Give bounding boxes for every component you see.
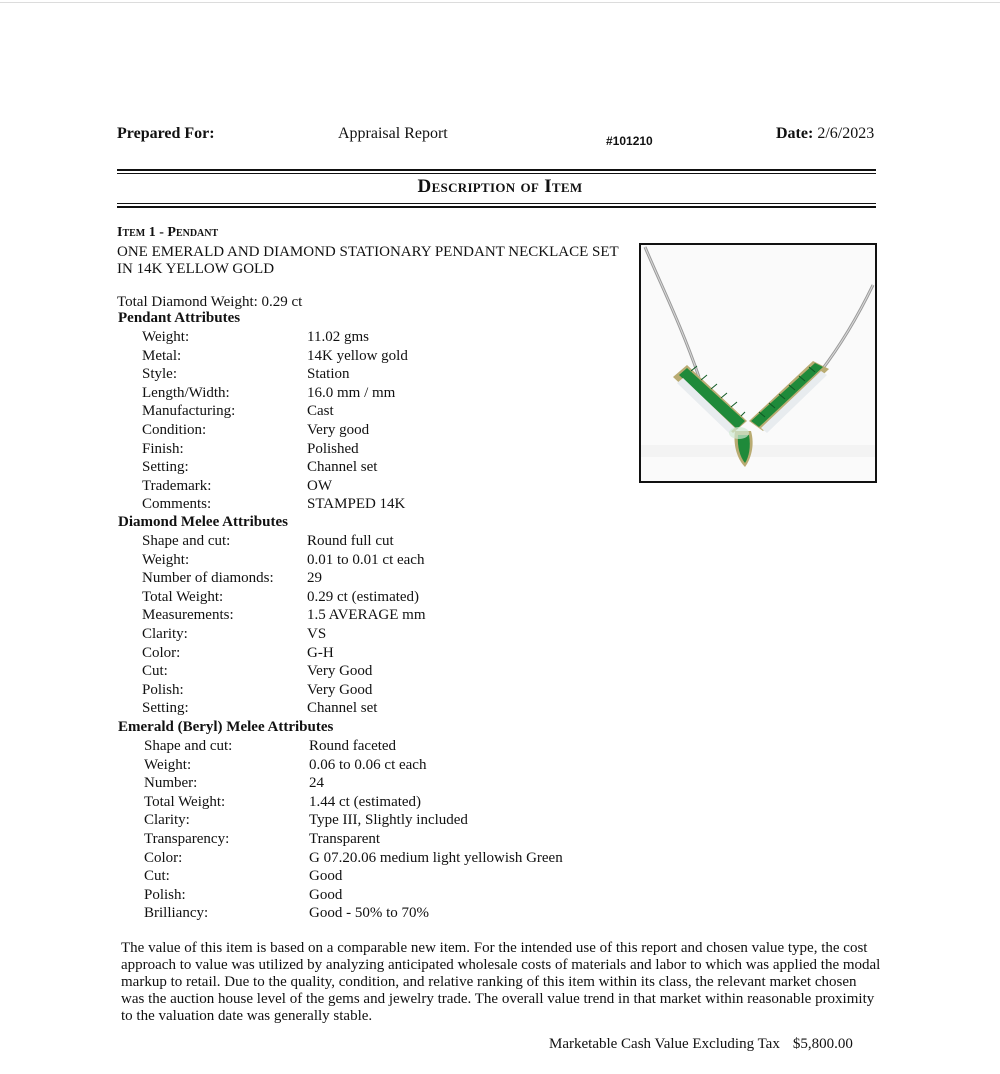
valuation-paragraph: The value of this item is based on a comparable new item. For the intended use of this report and chosen value type, the cost approach to value was utilized by analyzing anticipated wholesale costs of materials and labor to which was applied the modal markup to retail. Due to the quality, condition, and relative ranking of this item within its class, the relevant market chosen was the auction house level of the gems and jewelry trade. The overall value trend in that market within reasonable proximity to the valuation date was generally stable.	[121, 940, 881, 1024]
attribute-value: STAMPED 14K	[307, 496, 406, 513]
attribute-label: Weight:	[144, 756, 192, 773]
attribute-value: 1.44 ct (estimated)	[309, 793, 422, 810]
attribute-value: Very Good	[307, 663, 373, 680]
attribute-value: 0.06 to 0.06 ct each	[309, 756, 427, 773]
attribute-label: Measurements:	[142, 607, 234, 624]
attribute-label: Finish:	[142, 440, 184, 457]
attribute-label: Transparency:	[144, 830, 230, 847]
attribute-value: 16.0 mm / mm	[307, 384, 396, 401]
attribute-label: Metal:	[142, 347, 182, 364]
item-photo	[639, 243, 877, 483]
divider-top-thin	[117, 173, 876, 174]
marketable-value-line	[549, 1036, 853, 1053]
marketable-value-amount: $5,800.00	[792, 1036, 853, 1052]
attribute-value: 14K yellow gold	[307, 347, 408, 364]
attribute-value: Round faceted	[309, 738, 397, 754]
section-title: Description of Item	[417, 176, 583, 197]
attribute-label: Clarity:	[142, 625, 188, 642]
attribute-value: Good	[309, 868, 343, 885]
attribute-value: G-H	[307, 644, 334, 661]
attribute-value: Round full cut	[307, 533, 394, 549]
attribute-value: VS	[307, 625, 327, 642]
attribute-label: Comments:	[142, 496, 212, 513]
emerald-attributes-heading: Emerald (Beryl) Melee Attributes	[118, 719, 334, 735]
attribute-value: Very Good	[307, 681, 373, 698]
attribute-label: Condition:	[142, 421, 207, 438]
attribute-value: Transparent	[309, 830, 381, 847]
attribute-value: Type III, Slightly included	[309, 812, 468, 829]
report-number: #101210	[606, 134, 653, 148]
attribute-label: Number:	[144, 775, 198, 792]
attribute-value: Channel set	[307, 700, 378, 717]
diamond-attributes-heading: Diamond Melee Attributes	[118, 514, 288, 530]
date-label: Date:	[776, 125, 814, 142]
attribute-label: Polish:	[142, 681, 184, 698]
divider-bottom-thin	[117, 203, 876, 204]
attribute-label: Cut:	[142, 663, 168, 680]
attribute-value: 11.02 gms	[307, 329, 369, 345]
attribute-label: Trademark:	[142, 477, 212, 494]
attribute-label: Shape and cut:	[142, 533, 231, 549]
item-description: ONE EMERALD AND DIAMOND STATIONARY PENDANT NECKLACE SET IN 14K YELLOW GOLD	[117, 244, 619, 277]
attribute-value: Good	[309, 886, 343, 903]
attribute-label: Color:	[144, 849, 183, 866]
attribute-value: Very good	[307, 421, 370, 438]
pendant-necklace-image	[641, 245, 875, 481]
scan-top-edge	[0, 2, 1000, 3]
attribute-label: Manufacturing:	[142, 403, 236, 420]
attribute-value: Channel set	[307, 459, 378, 476]
attribute-label: Weight:	[142, 551, 190, 568]
attribute-label: Brilliancy:	[144, 905, 209, 922]
date-value: 2/6/2023	[817, 125, 875, 142]
attribute-label: Setting:	[142, 700, 189, 717]
attribute-value: 24	[309, 775, 324, 792]
attribute-label: Polish:	[144, 886, 186, 903]
attribute-value: Good - 50% to 70%	[309, 905, 429, 922]
attribute-label: Setting:	[142, 459, 189, 476]
marketable-value-label: Marketable Cash Value Excluding Tax	[549, 1036, 780, 1052]
attribute-value: Polished	[307, 440, 359, 457]
divider-bottom-thick	[117, 206, 876, 208]
attribute-label: Shape and cut:	[144, 738, 233, 754]
attribute-label: Total Weight:	[144, 793, 226, 810]
attribute-value: OW	[307, 477, 332, 494]
report-title: Appraisal Report	[338, 125, 448, 142]
attribute-label: Color:	[142, 644, 181, 661]
attribute-label: Total Weight:	[142, 588, 224, 605]
attribute-label: Weight:	[142, 329, 190, 345]
attribute-value: Cast	[307, 403, 334, 420]
attribute-value: 29	[307, 570, 322, 587]
attribute-label: Style:	[142, 366, 178, 383]
prepared-for-label: Prepared For:	[117, 125, 215, 142]
attribute-value: 0.01 to 0.01 ct each	[307, 551, 425, 568]
attribute-label: Cut:	[144, 868, 170, 885]
attribute-label: Length/Width:	[142, 384, 230, 401]
attribute-label: Number of diamonds:	[142, 570, 274, 587]
item-title: Item 1 - Pendant	[117, 225, 219, 240]
attribute-value: Station	[307, 366, 350, 383]
attribute-label: Clarity:	[144, 812, 190, 829]
attribute-value: G 07.20.06 medium light yellowish Green	[309, 849, 563, 866]
total-diamond-weight: Total Diamond Weight: 0.29 ct	[117, 294, 303, 310]
report-date	[776, 125, 874, 143]
attribute-value: 1.5 AVERAGE mm	[307, 607, 426, 624]
pendant-attributes-heading: Pendant Attributes	[118, 310, 241, 326]
divider-top-thick	[117, 169, 876, 171]
attribute-value: 0.29 ct (estimated)	[307, 588, 420, 605]
